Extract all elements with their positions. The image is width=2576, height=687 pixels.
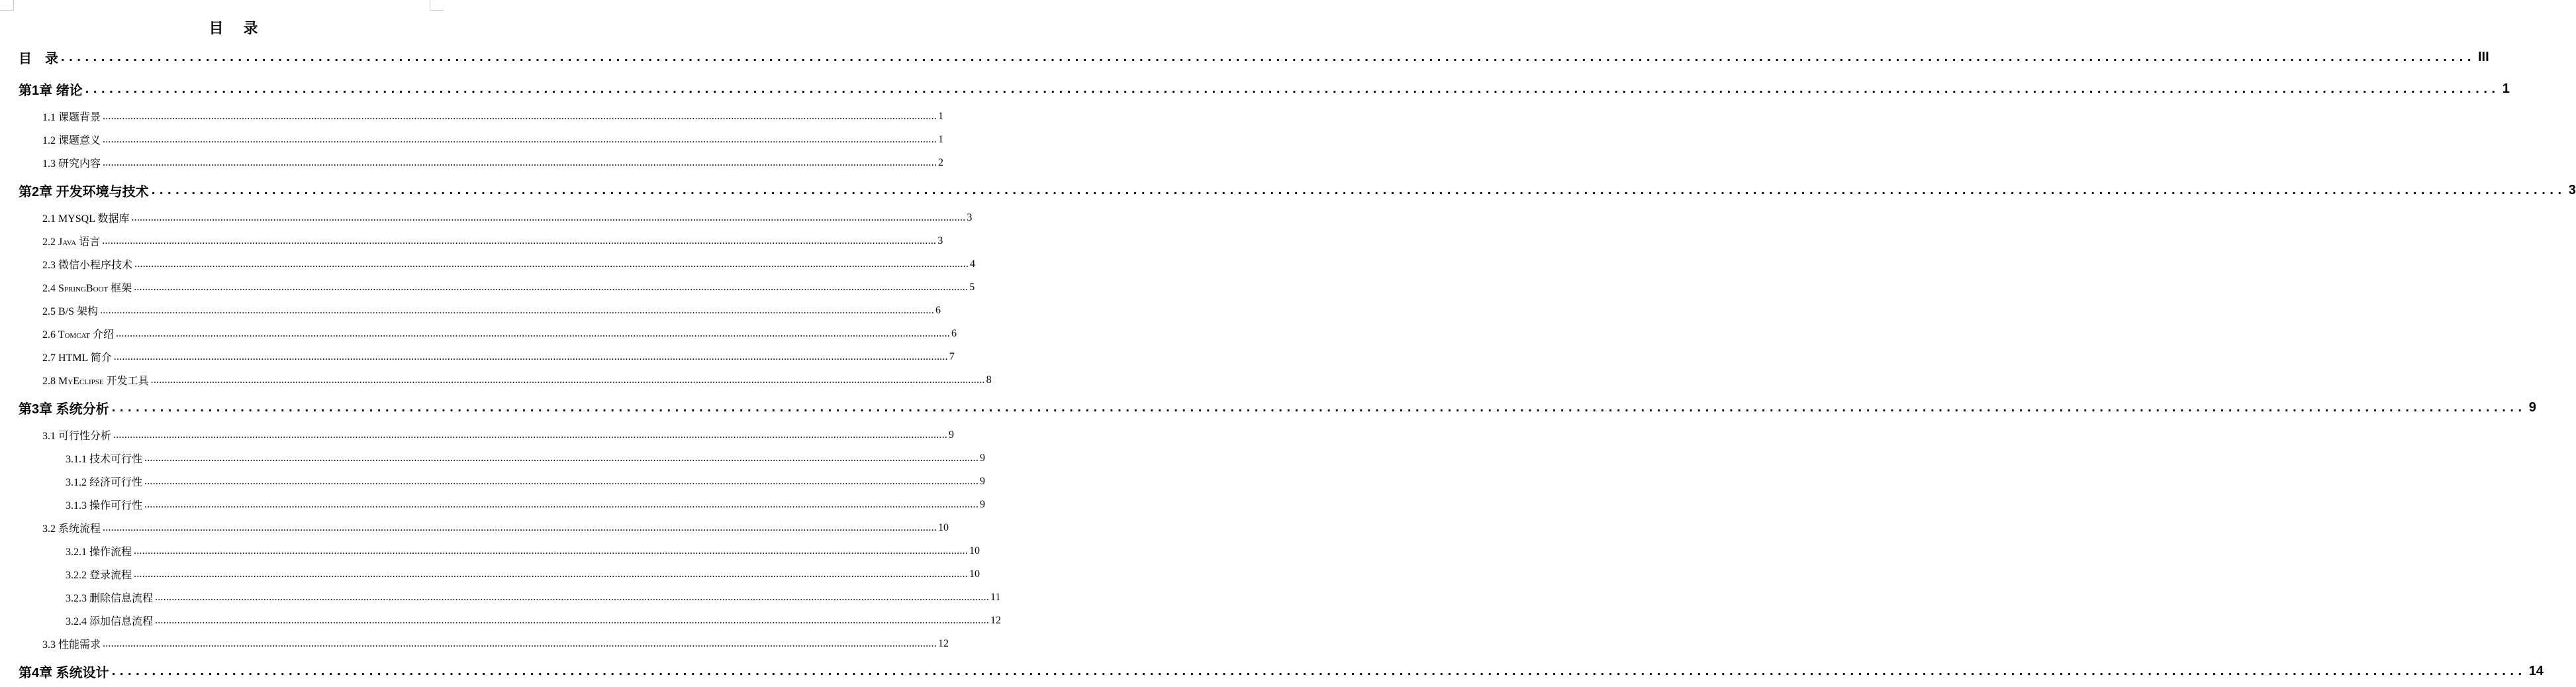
toc-entry[interactable]: [0, 493, 986, 516]
toc-entry-page-number: 9: [949, 429, 955, 441]
toc-entry-label: 3.2 系统流程: [42, 523, 101, 535]
toc-entry-label: 3.2.1 操作流程: [66, 547, 132, 558]
toc-entry[interactable]: [0, 128, 944, 151]
toc-entry-page-number: 10: [969, 568, 980, 580]
toc-entry-page-number: 12: [990, 614, 1002, 626]
dot-leader: ............................................................................................................................................................................................................................................................................................................: [155, 591, 990, 603]
toc-entry[interactable]: [0, 447, 986, 470]
toc-entry-label: 2.4 SpringBoot 框架: [42, 283, 132, 294]
dot-leader: ............................................................................................................................................................................................................................................................................................................: [103, 637, 937, 649]
dot-leader: ............................................................................................................................................................................................................................................................................................................: [103, 133, 937, 145]
toc-entry-page-number: 3: [937, 235, 943, 246]
toc-entry[interactable]: [0, 174, 2576, 206]
toc-entry[interactable]: [0, 73, 2510, 105]
dot-leader: ............................................................................................................................................................................................................................................................................................................: [61, 49, 2475, 64]
toc-entry[interactable]: [0, 470, 986, 493]
toc-entry-label: 3.1.2 经济可行性: [66, 477, 143, 488]
dot-leader: ............................................................................................................................................................................................................................................................................................................: [134, 568, 969, 580]
toc-entry-label: 2.8 MyEclipse 开发工具: [42, 376, 149, 387]
toc-entry-page-number: 1: [938, 110, 944, 122]
dot-leader: ............................................................................................................................................................................................................................................................................................................: [111, 663, 2526, 678]
dot-leader: ............................................................................................................................................................................................................................................................................................................: [144, 498, 979, 510]
dot-leader: ............................................................................................................................................................................................................................................................................................................: [103, 110, 937, 122]
toc-heading: 目 录: [209, 20, 266, 36]
toc-entry-page-number: 14: [2528, 663, 2544, 678]
toc-entry-page-number: 6: [951, 327, 957, 339]
dot-leader: ............................................................................................................................................................................................................................................................................................................: [134, 545, 969, 556]
toc-entry-page-number: 5: [969, 281, 975, 293]
toc-entry[interactable]: [0, 105, 944, 128]
toc-entry[interactable]: [0, 151, 944, 174]
toc-entry-page-number: 2: [938, 156, 944, 168]
toc-entry[interactable]: [0, 392, 2536, 423]
dot-leader: ............................................................................................................................................................................................................................................................................................................: [131, 211, 966, 223]
toc-entry-label: 2.3 微信小程序技术: [42, 260, 133, 271]
toc-entry[interactable]: [0, 516, 949, 539]
toc-entry-page-number: 3: [967, 211, 973, 223]
dot-leader: ............................................................................................................................................................................................................................................................................................................: [144, 475, 979, 487]
toc-entry-page-number: 1: [2502, 81, 2510, 96]
toc-entry-label: 2.6 Tomcat 介绍: [42, 329, 114, 341]
toc-entry-label: 3.2.3 删除信息流程: [66, 593, 154, 604]
table-of-contents: [0, 41, 2576, 687]
dot-leader: ............................................................................................................................................................................................................................................................................................................: [151, 182, 2566, 197]
toc-entry-label: 第3章 系统分析: [19, 401, 109, 417]
dot-leader: ............................................................................................................................................................................................................................................................................................................: [113, 350, 948, 362]
toc-entry[interactable]: [0, 423, 955, 447]
toc-entry-page-number: 9: [980, 498, 986, 510]
page-corner-mark-right-h: [430, 10, 444, 11]
toc-entry[interactable]: [0, 41, 2489, 73]
toc-entry[interactable]: [0, 586, 1001, 609]
toc-entry[interactable]: [0, 299, 941, 322]
page-corner-mark-left-h: [0, 10, 14, 11]
toc-entry-label: 2.2 Java 语言: [42, 237, 101, 248]
toc-entry-page-number: 11: [990, 591, 1001, 603]
toc-entry-label: 2.7 HTML 简介: [42, 352, 112, 364]
toc-entry-page-number: 10: [938, 521, 949, 533]
toc-entry[interactable]: [0, 229, 943, 252]
toc-entry-label: 目 录: [19, 51, 58, 66]
dot-leader: ............................................................................................................................................................................................................................................................................................................: [103, 521, 937, 533]
toc-entry-page-number: 9: [980, 475, 986, 487]
toc-entry-label: 第2章 开发环境与技术: [19, 184, 149, 199]
toc-entry-label: 1.3 研究内容: [42, 158, 101, 170]
dot-leader: ............................................................................................................................................................................................................................................................................................................: [134, 258, 969, 270]
toc-entry-page-number: 9: [980, 452, 986, 464]
dot-leader: ............................................................................................................................................................................................................................................................................................................: [155, 614, 990, 626]
dot-leader: ............................................................................................................................................................................................................................................................................................................: [134, 281, 969, 293]
dot-leader: ............................................................................................................................................................................................................................................................................................................: [113, 429, 948, 441]
toc-entry-label: 2.1 MYSQL 数据库: [42, 213, 130, 225]
toc-entry[interactable]: [0, 206, 973, 229]
toc-entry-page-number: III: [2478, 49, 2489, 64]
toc-entry-page-number: 1: [938, 133, 944, 145]
dot-leader: ............................................................................................................................................................................................................................................................................................................: [150, 374, 985, 386]
toc-entry-page-number: 3: [2568, 182, 2576, 197]
dot-leader: ............................................................................................................................................................................................................................................................................................................: [144, 452, 979, 464]
toc-entry[interactable]: [0, 276, 975, 299]
toc-entry-label: 1.2 课题意义: [42, 135, 101, 146]
toc-entry-label: 3.3 性能需求: [42, 639, 101, 651]
toc-entry[interactable]: [0, 655, 2544, 687]
toc-entry-label: 3.1.3 操作可行性: [66, 500, 143, 511]
toc-entry[interactable]: [0, 252, 976, 276]
dot-leader: ............................................................................................................................................................................................................................................................................................................: [100, 304, 935, 316]
toc-entry-label: 第1章 绪论: [19, 83, 83, 98]
toc-entry-label: 3.2.2 登录流程: [66, 570, 132, 581]
toc-entry-label: 1.1 课题背景: [42, 112, 101, 123]
toc-entry[interactable]: [0, 562, 980, 586]
toc-entry[interactable]: [0, 609, 1002, 632]
toc-entry[interactable]: [0, 368, 992, 392]
toc-entry-page-number: 7: [949, 350, 955, 362]
toc-entry-label: 第4章 系统设计: [19, 665, 109, 680]
toc-entry[interactable]: [0, 322, 957, 345]
dot-leader: ............................................................................................................................................................................................................................................................................................................: [116, 327, 950, 339]
toc-entry-page-number: 12: [938, 637, 949, 649]
page-corner-mark-left-v: [13, 0, 14, 11]
toc-entry-label: 3.1 可行性分析: [42, 431, 112, 442]
dot-leader: ............................................................................................................................................................................................................................................................................................................: [103, 156, 937, 168]
toc-entry-page-number: 9: [2528, 399, 2536, 415]
toc-entry[interactable]: [0, 539, 980, 562]
dot-leader: ............................................................................................................................................................................................................................................................................................................: [102, 235, 937, 246]
toc-entry-page-number: 6: [935, 304, 941, 316]
toc-entry-label: 3.2.4 添加信息流程: [66, 616, 154, 627]
dot-leader: ............................................................................................................................................................................................................................................................................................................: [85, 81, 2500, 96]
toc-entry-label: 2.5 B/S 架构: [42, 306, 99, 317]
dot-leader: ............................................................................................................................................................................................................................................................................................................: [111, 399, 2526, 415]
toc-entry-label: 3.1.1 技术可行性: [66, 454, 143, 465]
toc-entry-page-number: 10: [969, 545, 980, 556]
toc-entry[interactable]: [0, 632, 949, 655]
toc-entry-page-number: 8: [986, 374, 992, 386]
toc-entry[interactable]: [0, 345, 955, 368]
toc-entry-page-number: 4: [970, 258, 976, 270]
